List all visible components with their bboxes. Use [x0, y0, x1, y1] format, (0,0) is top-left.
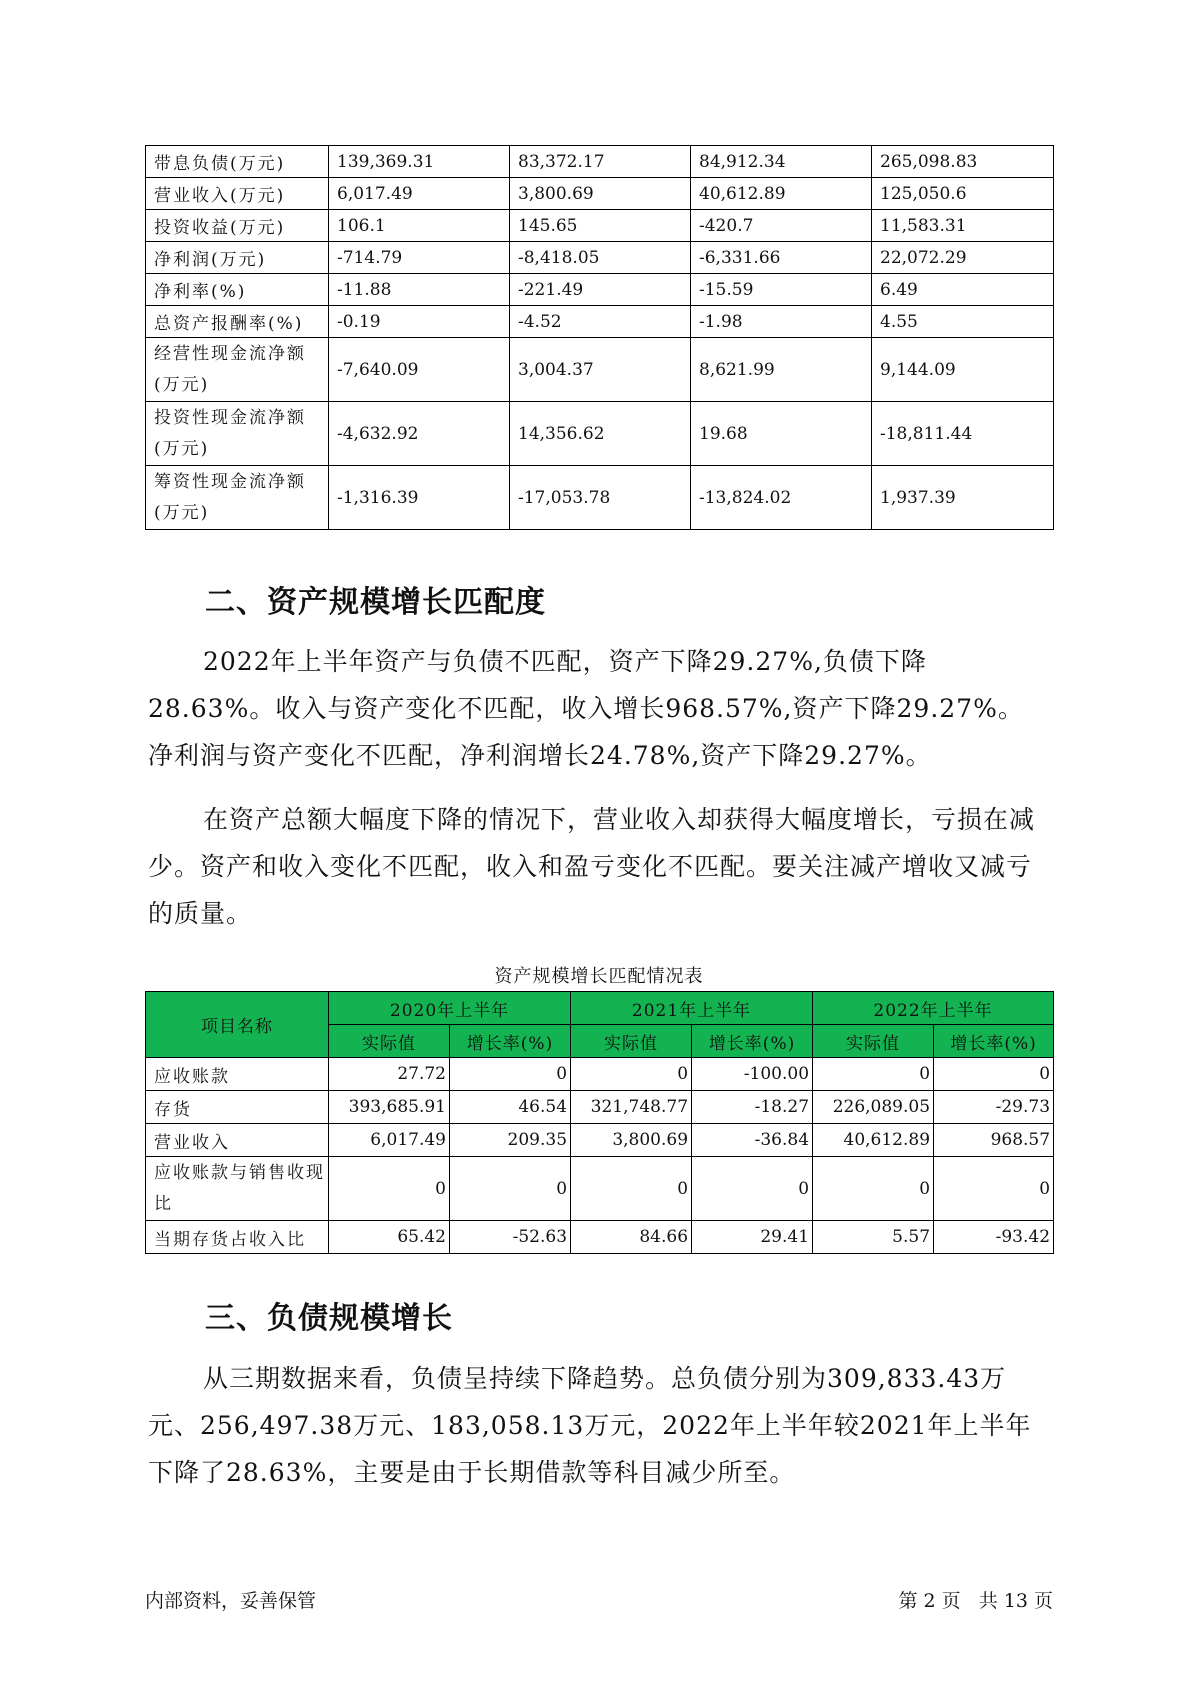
- table-row: [146, 210, 1054, 242]
- cell: 0: [450, 1058, 571, 1091]
- cell: -13,824.02: [691, 466, 872, 530]
- row-label: 净利率(%): [146, 274, 329, 306]
- cell: -1.98: [691, 306, 872, 338]
- cell: 9,144.09: [872, 338, 1054, 402]
- row-label: 总资产报酬率(%): [146, 306, 329, 338]
- cell: 0: [813, 1058, 934, 1091]
- cell: 6,017.49: [329, 178, 510, 210]
- column-header-year: 2022年上半年: [813, 992, 1054, 1025]
- cell: -93.42: [934, 1221, 1054, 1254]
- table-row: [146, 242, 1054, 274]
- table-header-row: [146, 992, 1054, 1025]
- cell: -7,640.09: [329, 338, 510, 402]
- cell: 84.66: [571, 1221, 692, 1254]
- cell: -36.84: [692, 1124, 813, 1157]
- cell: 0: [934, 1157, 1054, 1221]
- cell: 0: [813, 1157, 934, 1221]
- cell: -52.63: [450, 1221, 571, 1254]
- table-row: [146, 274, 1054, 306]
- cell: 1,937.39: [872, 466, 1054, 530]
- cell: -17,053.78: [510, 466, 691, 530]
- cell: 84,912.34: [691, 146, 872, 178]
- cell: 145.65: [510, 210, 691, 242]
- cell: -18.27: [692, 1091, 813, 1124]
- column-subheader: 实际值: [813, 1025, 934, 1058]
- footer-confidential-note: 内部资料，妥善保管: [145, 1590, 317, 1612]
- cell: 27.72: [329, 1058, 450, 1091]
- column-subheader: 增长率(%): [692, 1025, 813, 1058]
- row-label: 筹资性现金流净额(万元): [146, 466, 329, 530]
- financial-metrics-table: [145, 145, 1054, 530]
- cell: 0: [450, 1157, 571, 1221]
- cell: 19.68: [691, 402, 872, 466]
- paragraph: 从三期数据来看，负债呈持续下降趋势。总负债分别为309,833.43万元、256,497.38万元、183,058.13万元，2022年上半年较2021年上半年下降了28.63%，主要是由于长期借款等科目减少所至。: [148, 1364, 1032, 1487]
- cell: 65.42: [329, 1221, 450, 1254]
- table-row: [146, 1221, 1054, 1254]
- cell: -11.88: [329, 274, 510, 306]
- cell: -4.52: [510, 306, 691, 338]
- row-label: 营业收入(万元): [146, 178, 329, 210]
- cell: 3,800.69: [510, 178, 691, 210]
- table-row: [146, 1058, 1054, 1091]
- table-row: [146, 1124, 1054, 1157]
- section-heading: 二、资产规模增长匹配度: [205, 585, 546, 620]
- asset-growth-match-table: [145, 991, 1054, 1254]
- row-label: 经营性现金流净额(万元): [146, 338, 329, 402]
- cell: 6,017.49: [329, 1124, 450, 1157]
- row-label: 投资性现金流净额(万元): [146, 402, 329, 466]
- row-label: 净利润(万元): [146, 242, 329, 274]
- cell: -29.73: [934, 1091, 1054, 1124]
- paragraph: 在资产总额大幅度下降的情况下，营业收入却获得大幅度增长，亏损在减少。资产和收入变化不匹配，收入和盈亏变化不匹配。要关注减产增收又减亏的质量。: [148, 805, 1036, 928]
- cell: 0: [329, 1157, 450, 1221]
- cell: 22,072.29: [872, 242, 1054, 274]
- cell: -420.7: [691, 210, 872, 242]
- row-label: 应收账款与销售收现比: [146, 1157, 329, 1221]
- column-subheader: 实际值: [329, 1025, 450, 1058]
- cell: 40,612.89: [813, 1124, 934, 1157]
- row-label: 存货: [146, 1091, 329, 1124]
- cell: 226,089.05: [813, 1091, 934, 1124]
- column-subheader: 实际值: [571, 1025, 692, 1058]
- cell: 14,356.62: [510, 402, 691, 466]
- page-number: 第 2 页 共 13 页: [898, 1590, 1053, 1612]
- paragraph: 2022年上半年资产与负债不匹配，资产下降29.27%,负债下降28.63%。收入与资产变化不匹配，收入增长968.57%,资产下降29.27%。净利润与资产变化不匹配，净利润增长24.78%,资产下降29.27%。: [148, 647, 1024, 770]
- section-heading: 三、负债规模增长: [205, 1301, 453, 1336]
- cell: 139,369.31: [329, 146, 510, 178]
- row-label: 投资收益(万元): [146, 210, 329, 242]
- cell: -8,418.05: [510, 242, 691, 274]
- cell: -221.49: [510, 274, 691, 306]
- cell: -0.19: [329, 306, 510, 338]
- cell: 5.57: [813, 1221, 934, 1254]
- table-row: [146, 1157, 1054, 1221]
- cell: 0: [571, 1058, 692, 1091]
- cell: 265,098.83: [872, 146, 1054, 178]
- column-header-name: 项目名称: [146, 992, 329, 1058]
- row-label: 应收账款: [146, 1058, 329, 1091]
- cell: 0: [692, 1157, 813, 1221]
- table-row: [146, 1091, 1054, 1124]
- row-label: 当期存货占收入比: [146, 1221, 329, 1254]
- cell: 106.1: [329, 210, 510, 242]
- row-label: 营业收入: [146, 1124, 329, 1157]
- cell: 321,748.77: [571, 1091, 692, 1124]
- cell: 6.49: [872, 274, 1054, 306]
- column-header-year: 2020年上半年: [329, 992, 571, 1025]
- cell: 393,685.91: [329, 1091, 450, 1124]
- table-row: [146, 146, 1054, 178]
- cell: 83,372.17: [510, 146, 691, 178]
- cell: 968.57: [934, 1124, 1054, 1157]
- column-header-year: 2021年上半年: [571, 992, 813, 1025]
- cell: 3,004.37: [510, 338, 691, 402]
- cell: -1,316.39: [329, 466, 510, 530]
- cell: -4,632.92: [329, 402, 510, 466]
- table-row: [146, 402, 1054, 466]
- column-subheader: 增长率(%): [934, 1025, 1054, 1058]
- table-row: [146, 338, 1054, 402]
- cell: -6,331.66: [691, 242, 872, 274]
- cell: 40,612.89: [691, 178, 872, 210]
- table-caption: 资产规模增长匹配情况表: [494, 966, 704, 987]
- cell: 125,050.6: [872, 178, 1054, 210]
- cell: 0: [934, 1058, 1054, 1091]
- cell: 0: [571, 1157, 692, 1221]
- table-row: [146, 306, 1054, 338]
- cell: -714.79: [329, 242, 510, 274]
- cell: 29.41: [692, 1221, 813, 1254]
- cell: 8,621.99: [691, 338, 872, 402]
- cell: 3,800.69: [571, 1124, 692, 1157]
- cell: 209.35: [450, 1124, 571, 1157]
- cell: 46.54: [450, 1091, 571, 1124]
- cell: -100.00: [692, 1058, 813, 1091]
- row-label: 带息负债(万元): [146, 146, 329, 178]
- cell: -15.59: [691, 274, 872, 306]
- column-subheader: 增长率(%): [450, 1025, 571, 1058]
- table-row: [146, 466, 1054, 530]
- cell: 11,583.31: [872, 210, 1054, 242]
- cell: 4.55: [872, 306, 1054, 338]
- cell: -18,811.44: [872, 402, 1054, 466]
- table-row: [146, 178, 1054, 210]
